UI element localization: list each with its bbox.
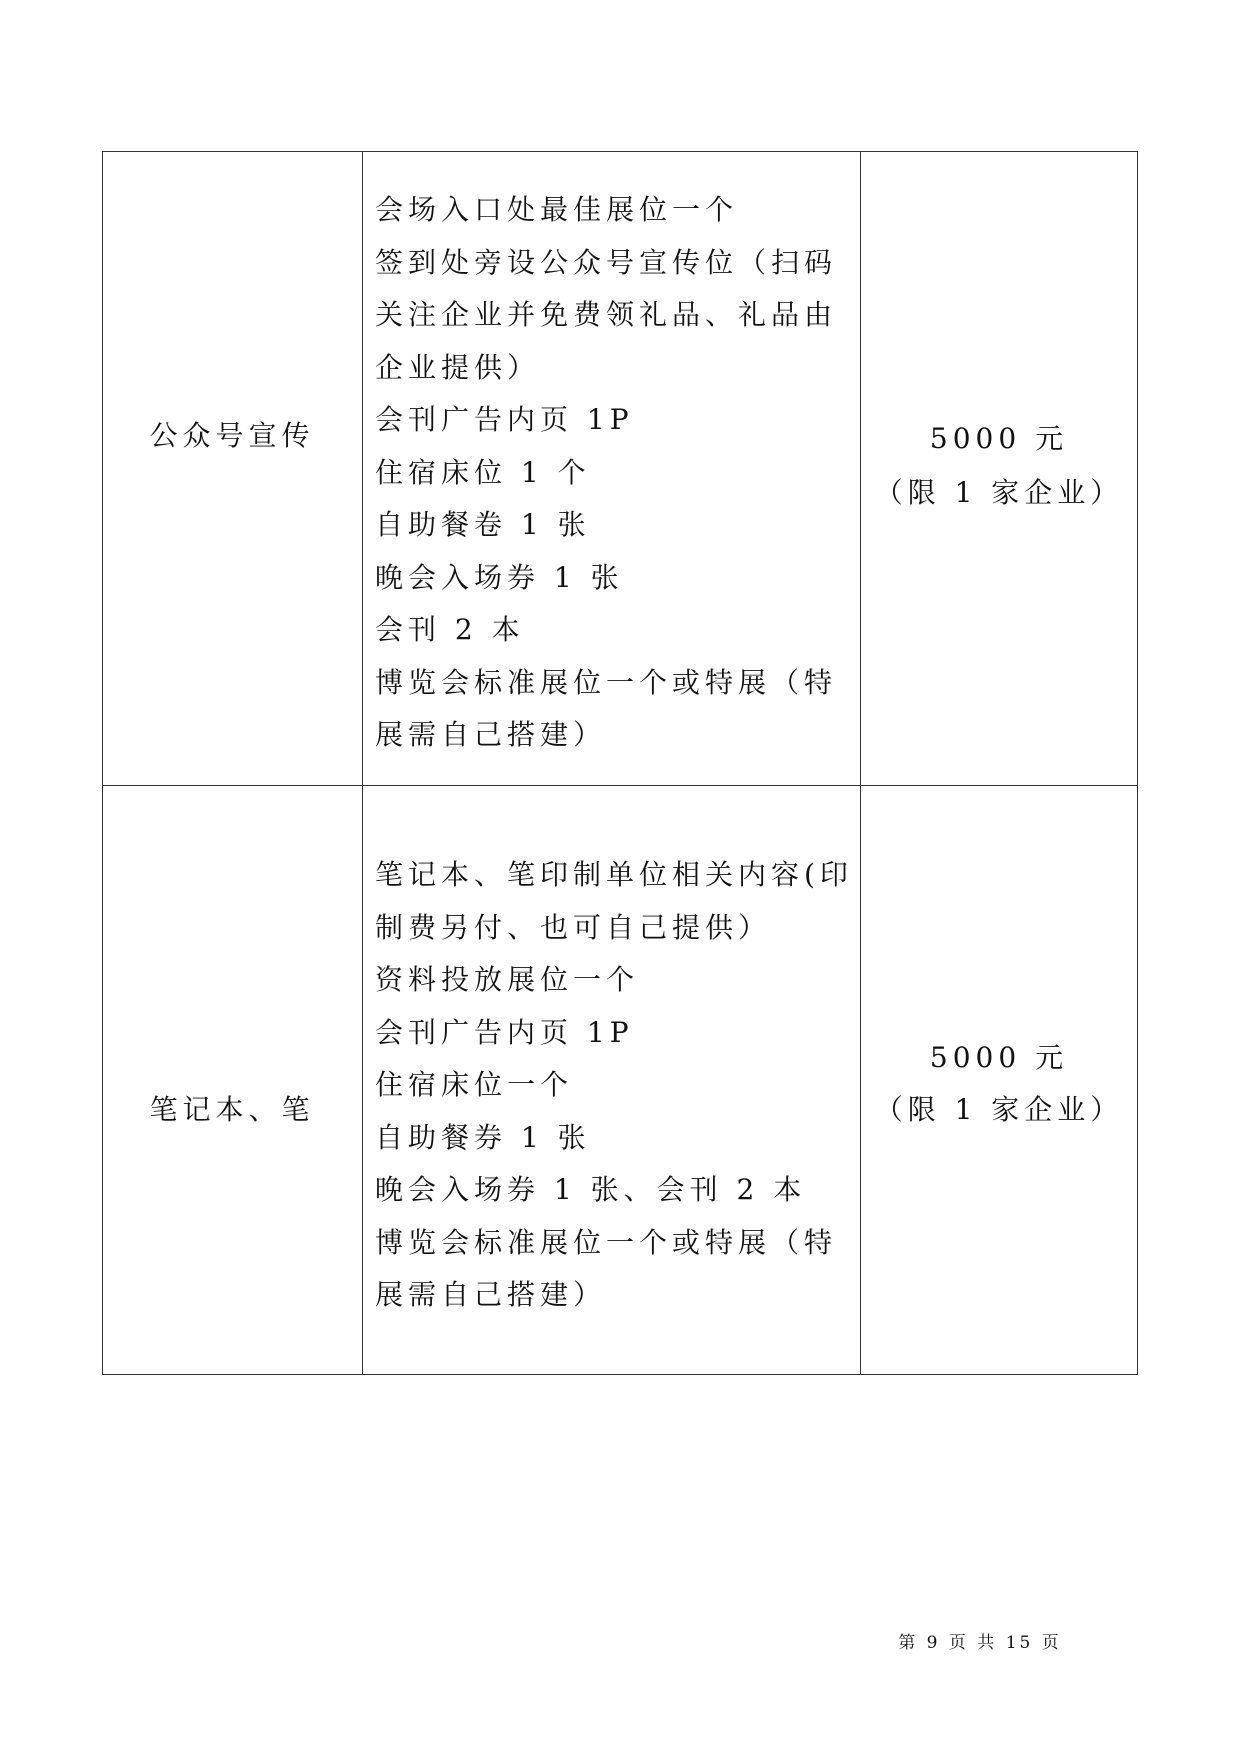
benefit-line: 会刊广告内页 1P: [375, 1015, 634, 1049]
benefit-line: 晚会入场券 1 张: [375, 560, 624, 594]
row-1-benefits: [375, 184, 837, 762]
benefit-line: 资料投放展位一个: [375, 963, 640, 996]
benefit-line: 自助餐卷 1 张: [375, 508, 591, 541]
benefit-line: 博览会标准展位一个或特展（特: [375, 1225, 838, 1259]
column-divider: [362, 152, 363, 1374]
benefit-line: 晚会入场券 1 张、会刊 2 本: [375, 1173, 807, 1206]
row-divider: [103, 785, 1137, 786]
benefit-line: 住宿床位一个: [375, 1068, 574, 1101]
benefit-line: 自助餐券 1 张: [375, 1120, 591, 1154]
benefit-line: 展需自己搭建）: [375, 718, 607, 751]
row-1-name: 公众号宣传: [149, 419, 315, 452]
benefit-line: 博览会标准展位一个或特展（特: [375, 665, 838, 699]
benefit-line: 展需自己搭建）: [375, 1278, 607, 1311]
benefit-line: 制费另付、也可自己提供）: [375, 910, 772, 944]
benefit-line: 笔记本、笔印制单位相关内容(印: [375, 858, 853, 891]
row-1-limit: （限 1 家企业）: [874, 476, 1124, 509]
column-divider: [860, 152, 861, 1374]
benefit-line: 签到处旁设公众号宣传位（扫码: [375, 245, 838, 279]
page-number: 第 9 页 共 15 页: [898, 1633, 1062, 1653]
benefit-line: 企业提供）: [375, 350, 541, 384]
row-2-price: 5000 元: [929, 1041, 1069, 1074]
row-2-name: 笔记本、笔: [149, 1093, 315, 1126]
row-2-limit: （限 1 家企业）: [874, 1093, 1124, 1126]
row-1-price: 5000 元: [929, 422, 1069, 455]
benefit-line: 会刊 2 本: [375, 613, 525, 646]
benefit-line: 会场入口处最佳展位一个: [375, 193, 739, 226]
benefit-line: 关注企业并免费领礼品、礼品由: [375, 298, 838, 331]
benefit-line: 会刊广告内页 1P: [375, 403, 634, 436]
benefit-line: 住宿床位 1 个: [375, 455, 591, 489]
row-2-benefits: [375, 849, 853, 1322]
